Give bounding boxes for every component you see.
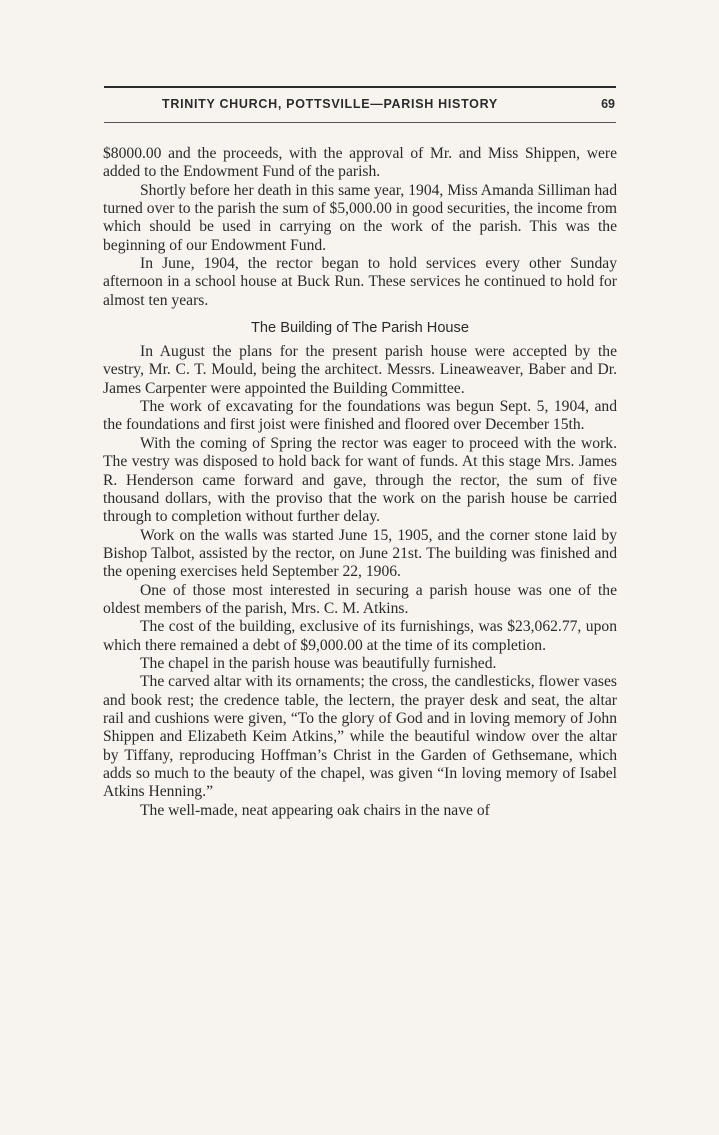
- running-head: TRINITY CHURCH, POTTSVILLE—PARISH HISTORY: [162, 97, 498, 111]
- paragraph: In June, 1904, the rector began to hold services every other Sunday afternoon in a school house at Buck Run. These services he continued to hold for almost ten years.: [103, 255, 617, 309]
- paragraph: Shortly before her death in this same year, 1904, Miss Amanda Silliman had turned over to the parish the sum of $5,000.00 in good securities, the income from which should be used in carrying on the work of the parish. This was the beginning of our Endowment Fund.: [103, 181, 617, 254]
- paragraph: In August the plans for the present parish house were accepted by the vestry, Mr. C. T. Mould, being the architect. Messrs. Lineaweaver, Baber and Dr. James Carpenter were appointed the Building Committee.: [103, 343, 617, 397]
- paragraph: With the coming of Spring the rector was eager to proceed with the work. The vestry was disposed to hold back for want of funds. At this stage Mrs. James R. Henderson came forward and gave, through the rector, the sum of five thousand dollars, with the proviso that the work on the parish house be carried through to completion without further delay.: [103, 434, 617, 526]
- paragraph: The well-made, neat appearing oak chairs in the nave of: [140, 801, 490, 819]
- header-rule-bottom: [104, 122, 616, 123]
- paragraph: The chapel in the parish house was beautifully furnished.: [140, 654, 497, 672]
- paragraph: The work of excavating for the foundations was begun Sept. 5, 1904, and the foundations and first joist were finished and floored over December 15th.: [103, 398, 617, 434]
- header-rule-top: [104, 86, 616, 88]
- paragraph: Work on the walls was started June 15, 1905, and the corner stone laid by Bishop Talbot, assisted by the rector, on June 21st. The building was finished and the opening exercises held September 22, 1906.: [103, 526, 617, 581]
- section-heading: The Building of The Parish House: [251, 320, 469, 337]
- page-body: [103, 145, 617, 820]
- paragraph: The carved altar with its ornaments; the cross, the candlesticks, flower vases and book rest; the credence table, the lectern, the prayer desk and seat, the altar rail and cushions were given, “To the glory of God and in loving memory of John Shippen and Elizabeth Keim Atkins,” while the beautiful window over the altar by Tiffany, reproducing Hoffman’s Christ in the Garden of Gethsemane, which adds so much to the beauty of the chapel, was given “In loving memory of Isabel Atkins Henning.”: [103, 673, 617, 801]
- paragraph: The cost of the building, exclusive of its furnishings, was $23,062.77, upon which there remained a debt of $9,000.00 at the time of its completion.: [103, 618, 617, 654]
- paragraph: One of those most interested in securing a parish house was one of the oldest members of the parish, Mrs. C. M. Atkins.: [103, 581, 617, 617]
- paragraph: $8000.00 and the proceeds, with the approval of Mr. and Miss Shippen, were added to the Endowment Fund of the parish.: [103, 145, 617, 181]
- page-number: 69: [601, 97, 615, 111]
